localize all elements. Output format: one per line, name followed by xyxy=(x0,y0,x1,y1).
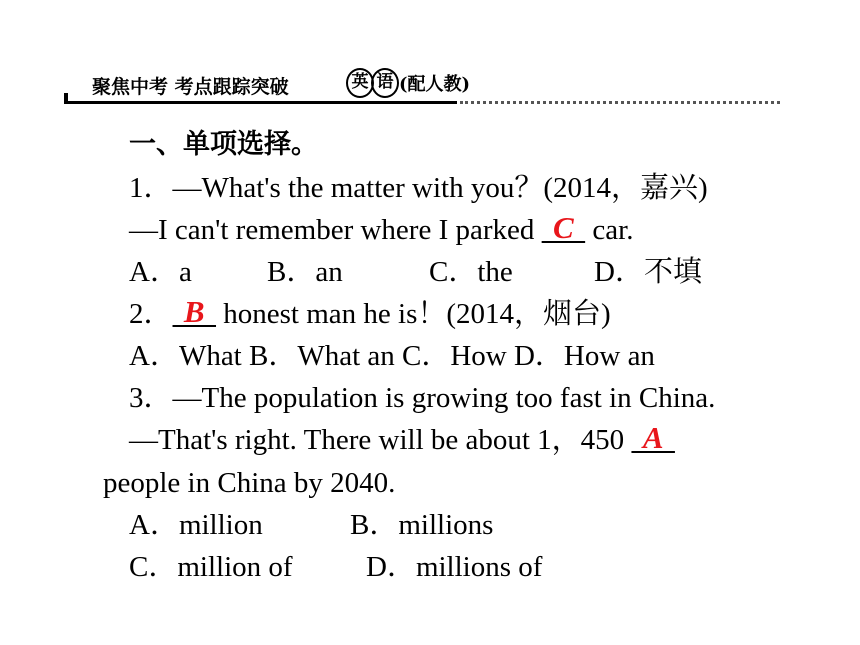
q1-line2-post: car. xyxy=(585,214,634,246)
q2-answer: B xyxy=(183,294,205,329)
subject-char-1: 英 xyxy=(346,68,374,98)
q2-line xyxy=(129,294,611,331)
header-title: 聚焦中考 考点跟踪突破 xyxy=(92,76,289,98)
section-heading: 一、单项选择。 xyxy=(129,129,318,160)
q1-option-a: A．a xyxy=(129,256,192,288)
q2-pre: 2． xyxy=(129,298,173,330)
header-rule-dotted xyxy=(460,101,780,104)
page-header xyxy=(0,0,860,110)
q1-option-d: D．不填 xyxy=(594,256,702,288)
q1-line2 xyxy=(129,210,634,247)
q3-line2-pre: —That's right. There will be about 1，450 xyxy=(129,424,632,456)
q1-line2-pre: —I can't remember where I parked xyxy=(129,214,542,246)
q1-option-c: C．the xyxy=(429,256,513,288)
header-subject xyxy=(346,68,470,98)
header-rule-solid xyxy=(64,101,457,104)
q3-line1: 3．—The population is growing too fast in China. xyxy=(129,382,716,414)
q3-option-d: D．millions of xyxy=(366,551,543,583)
q3-line3: people in China by 2040. xyxy=(103,467,396,499)
q2-options: A．What B．What an C．How D．How an xyxy=(129,340,655,372)
q3-blank xyxy=(631,420,675,457)
q3-answer: A xyxy=(642,420,664,455)
q3-option-b: B．millions xyxy=(350,509,494,541)
q1-answer: C xyxy=(553,210,574,245)
q3-line2 xyxy=(129,420,675,457)
q1-line1: 1．—What's the matter with you？(2014，嘉兴) xyxy=(129,172,708,204)
header-edition: (配人教) xyxy=(399,74,471,95)
q2-blank xyxy=(173,294,217,331)
q2-post: honest man he is！(2014，烟台) xyxy=(216,298,611,330)
subject-char-2: 语 xyxy=(371,68,399,98)
q1-blank xyxy=(542,210,586,247)
q3-option-c: C．million of xyxy=(129,551,293,583)
q1-option-b: B．an xyxy=(267,256,343,288)
q3-option-a: A．million xyxy=(129,509,263,541)
